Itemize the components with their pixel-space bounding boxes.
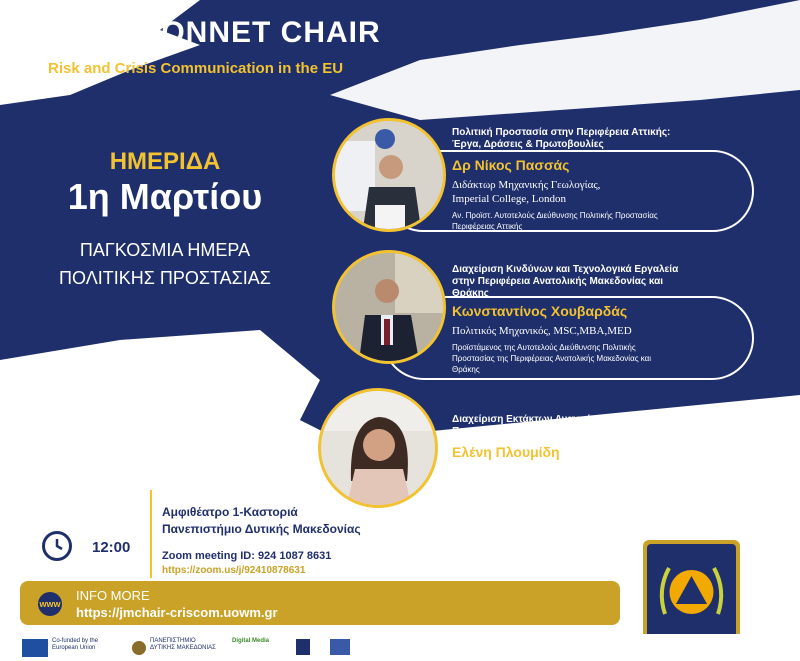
info-label: INFO MORE <box>76 588 150 603</box>
zoom-link[interactable]: https://zoom.us/j/92410878631 <box>162 565 306 576</box>
speaker-degree-2: Πολιτικός Μηχανικός, MSC,MBA,MED <box>452 325 632 337</box>
university-logo-icon <box>132 641 146 655</box>
speaker-photo-3 <box>318 388 438 508</box>
clock-icon <box>42 531 72 561</box>
speaker-degree-3: Διπλωματούχος Μηχανολόγος Μηχανικός <box>452 467 639 479</box>
person-icon <box>335 253 443 361</box>
speaker-degree-1a: Διδάκτωρ Μηχανικής Γεωλογίας, <box>452 179 601 191</box>
speaker-role-3: Αν. Προϊσταμένη Αυτοτελούς Διεύθυνσης Πολιτικής ΠροστασίαςΠεριφέρεια Κρήτης <box>452 486 632 506</box>
event-day-line2: ΠΟΛΙΤΙΚΗΣ ΠΡΟΣΤΑΣΙΑΣ <box>59 268 271 288</box>
event-day-line1: ΠΑΓΚΟΣΜΙΑ ΗΜΕΡΑ <box>79 240 251 260</box>
venue-divider <box>150 490 152 578</box>
speaker-role-2: Προϊστάμενος της Αυτοτελούς Διεύθυνσης Πολιτικής Προστασίας της Περιφέρειας Ανατολικής Μακεδονίας και Θράκης <box>452 343 652 374</box>
event-date: 1η Μαρτίου <box>67 176 263 217</box>
speaker-name-3: Ελένη Πλουμίδη <box>452 444 560 460</box>
speaker-role-1: Αν. Προϊστ. Αυτοτελούς Διεύθυνσης Πολιτικής Προστασίας Περιφέρειας Αττικής <box>452 211 658 231</box>
person-icon <box>335 121 443 229</box>
talk-title-2: Διαχείριση Κινδύνων και Τεχνολογικά Εργαλεία στην Περιφέρεια Ανατολικής Μακεδονίας και Θράκης <box>452 264 679 299</box>
university-logo-text: ΠΑΝΕΠΙΣΤΗΜΙΟ ΔΥΤΙΚΗΣ ΜΑΚΕΔΟΝΙΑΣ <box>150 638 216 651</box>
speaker-photo-2 <box>332 250 446 364</box>
person-icon <box>321 391 435 505</box>
header-subtitle: Risk and Crisis Communication in the EU <box>48 60 344 77</box>
header-title: JEAN MONNET CHAIR <box>42 16 381 49</box>
civil-protection-emblem <box>643 540 740 644</box>
partner-logo-icon <box>296 639 310 655</box>
talk-title-3: Διαχείριση Εκτάκτων Αναγκών στην Περιφέρεια Κρήτης <box>452 414 624 437</box>
info-website-link[interactable]: https://jmchair-criscom.uowm.gr <box>76 605 278 620</box>
eu-flag-icon <box>22 639 48 657</box>
venue-university: Πανεπιστήμιο Δυτικής Μακεδονίας <box>162 522 361 536</box>
speaker-photo-1 <box>332 118 446 232</box>
venue-hall: Αμφιθέατρο 1-Καστοριά <box>162 505 298 519</box>
globe-icon: www <box>38 592 62 616</box>
speaker-degree-1b: Imperial College, London <box>452 193 566 205</box>
partner-logo-icon-2 <box>330 639 350 655</box>
civil-protection-icon <box>643 540 740 644</box>
digital-media-logo: Digital Media <box>232 638 270 644</box>
event-type: ΗΜΕΡΙΔΑ <box>109 148 221 175</box>
speaker-name-2: Κωνσταντίνος Χουβαρδάς <box>452 303 628 319</box>
zoom-meeting-id: Zoom meeting ID: 924 1087 8631 <box>162 550 332 562</box>
speaker-name-1: Δρ Νίκος Πασσάς <box>452 157 570 173</box>
eu-cofunded-text: Co-funded by the European Union <box>52 638 99 651</box>
talk-title-1: Πολιτική Προστασία στην Περιφέρεια Αττικής: Έργα, Δράσεις & Πρωτοβουλίες <box>452 127 671 150</box>
event-day-title <box>20 236 310 292</box>
event-time: 12:00 <box>92 539 131 556</box>
